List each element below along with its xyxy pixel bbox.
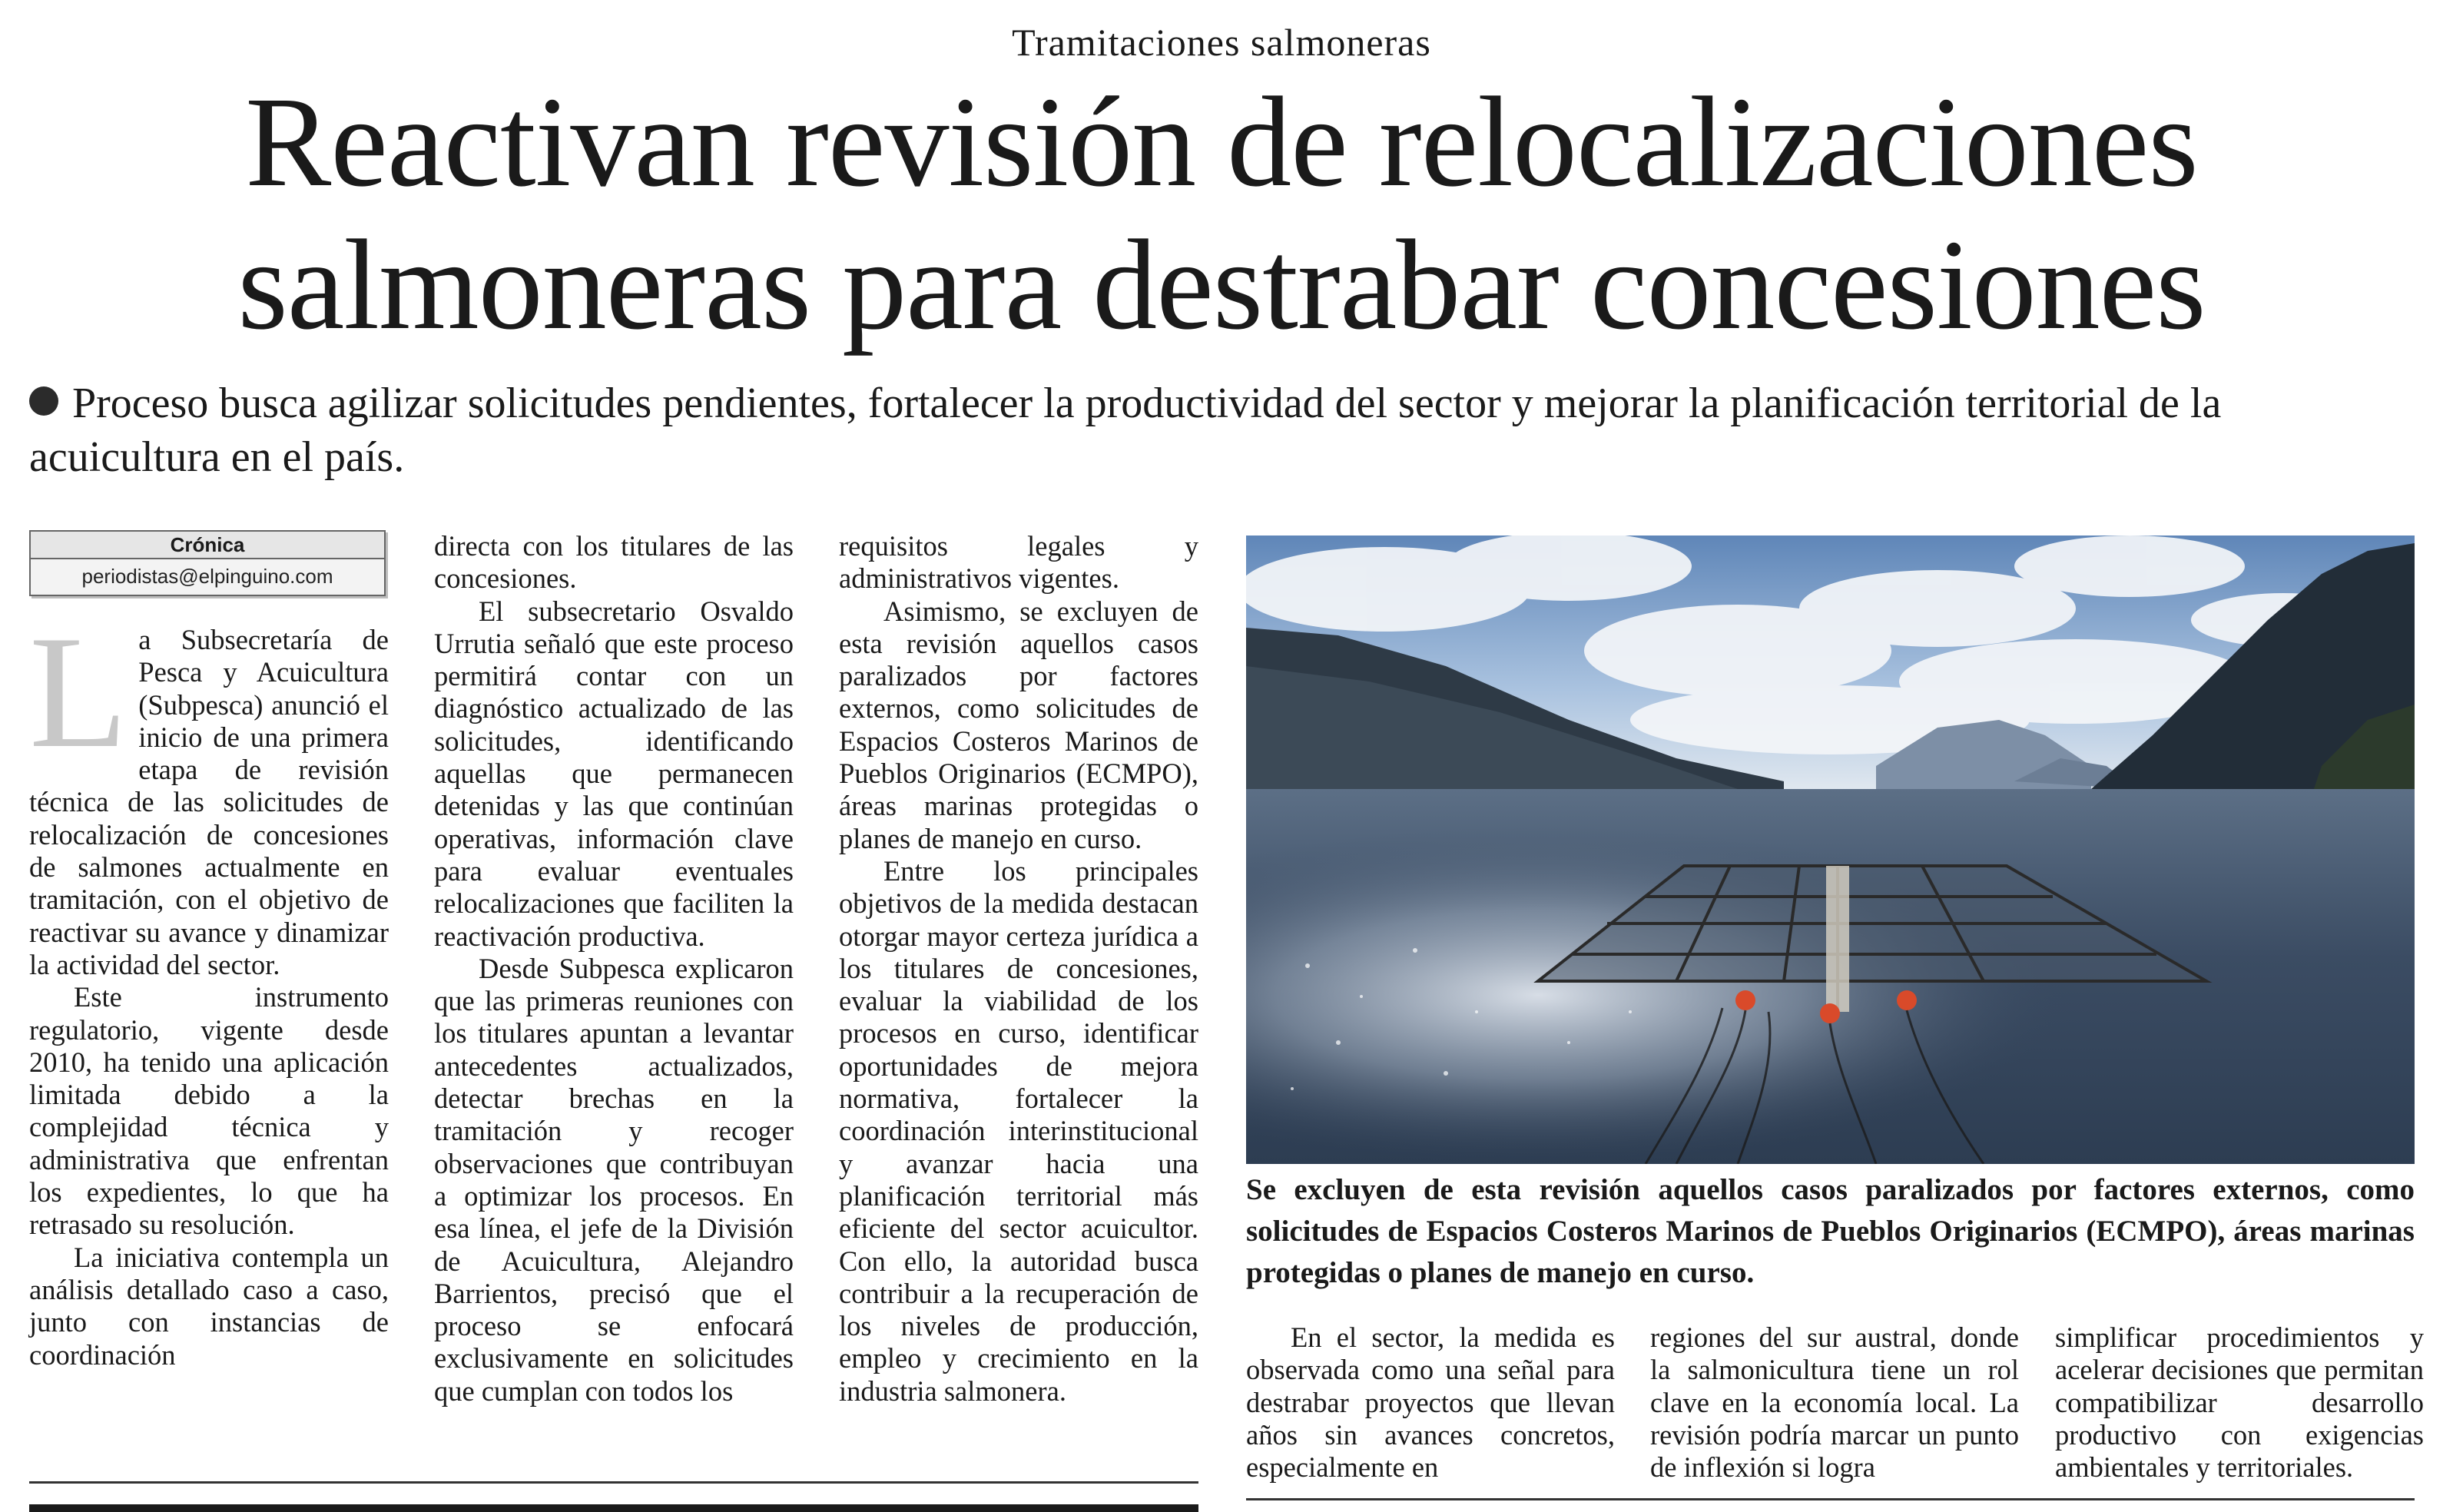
article-column-5 bbox=[1650, 1321, 2019, 1484]
paragraph: Asimismo, se excluyen de esta revisión aquellos casos paralizados por factores externos, como solicitudes de Espacios Costeros Marinos de Pueblos Originarios (ECMPO), áreas marinas protegidas o planes de manejo en curso. bbox=[839, 595, 1198, 854]
article-column-6 bbox=[2055, 1321, 2424, 1484]
bullet-icon bbox=[29, 386, 58, 416]
bottom-bar-left bbox=[29, 1504, 1198, 1512]
bottom-rule-right bbox=[1246, 1498, 2415, 1500]
byline-box bbox=[29, 530, 386, 596]
photo-caption: Se excluyen de esta revisión aquellos casos paralizados por factores externos, como solicitudes de Espacios Costeros Marinos de Pueblos Originarios (ECMPO), áreas marinas protegidas o planes de manejo en curso. bbox=[1246, 1173, 2415, 1289]
paragraph: regiones del sur austral, donde la salmonicultura tiene un rol clave en la economía local. La revisión podría marcar un punto de inflexión si logra bbox=[1650, 1321, 2019, 1484]
paragraph: simplificar procedimientos y acelerar decisiones que permitan compatibilizar desarrollo productivo con exigencias ambientales y territoriales. bbox=[2055, 1321, 2424, 1484]
headline: Reactivan revisión de relocalizaciones salmoneras para destrabar concesiones bbox=[237, 71, 2206, 356]
paragraph: a Subsecretaría de Pesca y Acuicultura (Subpesca) anunció el inicio de una primera etapa de revisión técnica de las solicitudes de relocalización de concesiones de salmones actualmente en tramitación, con el objetivo de reactivar su avance y dinamizar la actividad del sector. bbox=[29, 624, 389, 980]
paragraph: En el sector, la medida es observada como una señal para destrabar proyectos que llevan años sin avances concretos, especialmente en bbox=[1246, 1321, 1615, 1484]
deck-text: Proceso busca agilizar solicitudes pendientes, fortalecer la productividad del sector y mejorar la planificación territorial de la acuicultura en el país. bbox=[29, 380, 2222, 481]
article-column-1 bbox=[29, 603, 389, 1371]
byline-section: Crónica bbox=[31, 532, 384, 559]
paragraph: Entre los principales objetivos de la medida destacan otorgar mayor certeza jurídica a los titulares de concesiones, evaluar la viabilidad de los procesos en curso, identificar oportunidades de mejora normativa, fortalecer la coordinación interinstitucional y avanzar hacia una planificación territorial más eficiente del sector acuicultor. Con ello, la autoridad busca contribuir a la recuperación de los niveles de producción, empleo y crecimiento en la industria salmonera. bbox=[839, 854, 1198, 1407]
deck bbox=[29, 376, 2418, 484]
salmon-farm-photo bbox=[1246, 536, 2415, 1164]
bottom-rule-left bbox=[29, 1481, 1198, 1484]
article-column-4 bbox=[1246, 1321, 1615, 1484]
article-column-3 bbox=[839, 530, 1198, 1408]
article-column-2 bbox=[434, 530, 794, 1408]
byline-email[interactable]: periodistas@elpinguino.com bbox=[81, 565, 333, 588]
paragraph: Desde Subpesca explicaron que las primeras reuniones con los titulares apuntan a levantar antecedentes actualizados, detectar brechas en la tramitación y recoger observaciones que contribuyan a optimizar los procesos. En esa línea, el jefe de la División de Acuicultura, Alejandro Barrientos, precisó que el proceso se enfocará exclusivamente en solicitudes que cumplan con todos los bbox=[434, 952, 794, 1407]
paragraph: La iniciativa contempla un análisis detallado caso a caso, junto con instancias de coordinación bbox=[29, 1241, 389, 1371]
paragraph: requisitos legales y administrativos vigentes. bbox=[839, 530, 1198, 595]
drop-cap: L bbox=[29, 603, 128, 781]
paragraph: directa con los titulares de las concesiones. bbox=[434, 530, 794, 595]
kicker: Tramitaciones salmoneras bbox=[1012, 21, 1431, 64]
paragraph: El subsecretario Osvaldo Urrutia señaló que este proceso permitirá contar con un diagnóstico actualizado de las solicitudes, identificando aquellas que permanecen detenidas y las que continúan operativas, información clave para evaluar eventuales relocalizaciones que faciliten la reactivación productiva. bbox=[434, 595, 794, 952]
paragraph: Este instrumento regulatorio, vigente desde 2010, ha tenido una aplicación limitada debido a la complejidad técnica y administrativa que enfrentan los expedientes, lo que ha retrasado su resolución. bbox=[29, 981, 389, 1241]
